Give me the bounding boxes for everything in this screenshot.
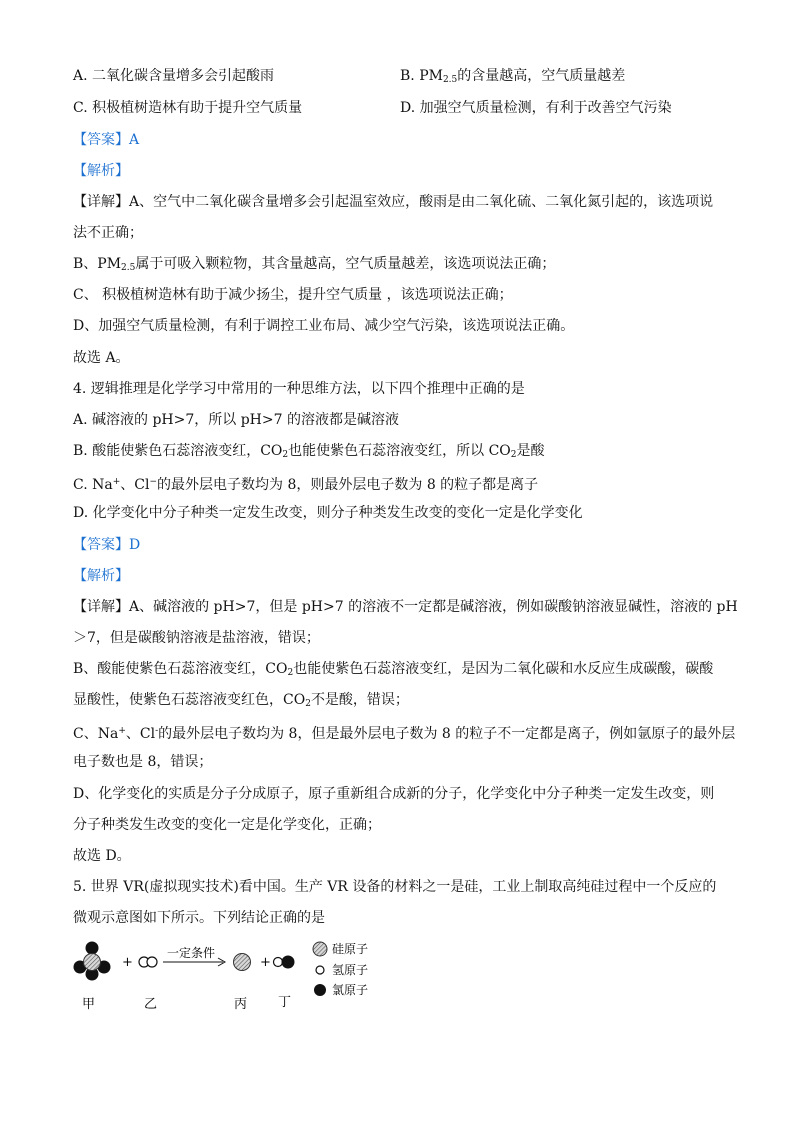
q3-option-d: D. 加强空气质量检测，有利于改善空气污染 <box>400 100 672 116</box>
q4-option-c-1: C. Na <box>73 477 113 493</box>
q4-detail-b-1: B、酸能使紫色石蕊溶液变红，CO <box>73 661 288 677</box>
q3-analysis-label: 【解析】 <box>73 163 129 179</box>
q4-option-b-1: B. 酸能使紫色石蕊溶液变红，CO <box>73 443 283 459</box>
subscript-2: 2 <box>287 668 294 678</box>
q4-option-c-2: 、Cl <box>120 477 150 493</box>
q3-answer: 【答案】A <box>73 132 140 148</box>
q5-stem-line1: 5. 世界 VR(虚拟现实技术)看中国。生产 VR 设备的材料之一是硅，工业上制取高纯硅过程中一个反应的 <box>73 879 717 895</box>
legend-chlorine-swatch <box>314 984 326 996</box>
q4-detail-c <box>73 722 735 743</box>
q4-option-b <box>73 442 545 464</box>
q4-detail-b-cont-2: 不是酸，错误； <box>310 692 409 708</box>
q3-option-b-post: 的含量越高，空气质量越差 <box>457 68 626 84</box>
q4-detail-b-cont <box>73 691 409 713</box>
chlorine-atom <box>86 942 99 955</box>
q4-detail-a: 【详解】A、碱溶液的 pH>7，但是 pH>7 的溶液不一定都是碱溶液，例如碳酸钠溶液显碱性，溶液的 pH <box>73 599 738 615</box>
legend-hydrogen-label: 氢原子 <box>332 963 369 977</box>
pm-subscript: 2.5 <box>121 263 136 273</box>
q3-detail-b <box>73 255 555 277</box>
reaction-condition: 一定条件 <box>167 946 216 960</box>
molecule-jia <box>74 942 111 981</box>
plus-sign: + <box>260 955 271 970</box>
q4-option-a: A. 碱溶液的 pH>7，所以 pH>7 的溶液都是碱溶液 <box>73 412 399 428</box>
q4-answer: 【答案】D <box>73 537 141 553</box>
q3-detail-a: 【详解】A、空气中二氧化碳含量增多会引起温室效应，酸雨是由二氧化硫、二氧化氮引起的，该选项说 <box>73 194 714 210</box>
q4-option-c <box>73 473 538 494</box>
q5-stem-line2: 微观示意图如下所示。下列结论正确的是 <box>73 910 325 926</box>
legend-hydrogen-swatch <box>316 966 324 974</box>
subscript-2: 2 <box>305 699 311 709</box>
q4-detail-c-2: 、Cl <box>125 726 156 742</box>
q3-detail-a-cont: 法不正确； <box>73 225 143 241</box>
q4-detail-b <box>73 660 713 682</box>
label-bing: 丙 <box>234 997 248 1012</box>
legend <box>313 942 368 997</box>
superscript-minus: - <box>155 726 159 736</box>
hydrogen-atom <box>147 957 157 967</box>
legend-silicon-swatch <box>313 942 327 956</box>
molecule-yi <box>139 957 157 967</box>
q4-option-d: D. 化学变化中分子种类一定发生改变，则分子种类发生改变的变化一定是化学变化 <box>73 505 583 521</box>
hydrogen-atom <box>274 958 283 967</box>
q4-detail-c-3: 的最外层电子数均为 8，但是最外层电子数为 8 的粒子不一定都是离子，例如氩原子的最外层 <box>158 726 736 742</box>
reaction-diagram <box>70 938 410 1013</box>
q3-conclusion: 故选 A。 <box>73 350 130 366</box>
q4-detail-d-cont: 分子种类发生改变的变化一定是化学变化，正确； <box>73 817 381 833</box>
plus-sign: + <box>122 955 133 970</box>
subscript-2: 2 <box>510 450 517 460</box>
q3-detail-b-pre: B、PM <box>73 256 122 272</box>
legend-silicon-label: 硅原子 <box>332 942 369 956</box>
q4-detail-d: D、化学变化的实质是分子分成原子，原子重新组合成新的分子，化学变化中分子种类一定发生改变，则 <box>73 786 715 802</box>
label-jia: 甲 <box>82 997 96 1012</box>
q3-detail-b-post: 属于可吸入颗粒物，其含量越高，空气质量越差，该选项说法正确； <box>135 256 556 272</box>
q4-option-c-3: 的最外层电子数均为 8，则最外层电子数为 8 的粒子都是离子 <box>157 477 539 493</box>
q4-option-b-3: 是酸 <box>516 443 545 459</box>
q3-detail-d: D、加强空气质量检测，有利于调控工业布局、减少空气污染，该选项说法正确。 <box>73 318 575 334</box>
q3-detail-c: C、 积极植树造林有助于减少扬尘，提升空气质量 ，该选项说法正确； <box>73 287 513 303</box>
superscript-minus: − <box>149 477 158 487</box>
subscript-2: 2 <box>282 450 289 460</box>
q4-detail-c-1: C、Na <box>73 726 119 742</box>
silicon-atom <box>84 954 101 971</box>
chlorine-atom <box>282 956 295 969</box>
q3-option-b <box>400 67 625 89</box>
superscript-plus: + <box>112 477 121 487</box>
q3-option-a: A. 二氧化碳含量增多会引起酸雨 <box>73 68 275 84</box>
q4-detail-b-cont-1: 显酸性，使紫色石蕊溶液变红色，CO <box>73 692 306 708</box>
q3-option-c: C. 积极植树造林有助于提升空气质量 <box>73 100 303 116</box>
q4-stem: 4. 逻辑推理是化学学习中常用的一种思维方法，以下四个推理中正确的是 <box>73 381 525 397</box>
legend-chlorine-label: 氯原子 <box>332 983 369 997</box>
pm-subscript: 2.5 <box>442 75 458 85</box>
molecule-ding <box>274 956 295 969</box>
q4-analysis-label: 【解析】 <box>73 568 129 584</box>
q4-conclusion: 故选 D。 <box>73 848 131 864</box>
q3-option-b-pre: B. PM <box>400 68 443 84</box>
label-ding: 丁 <box>278 995 292 1010</box>
label-yi: 乙 <box>144 997 158 1012</box>
q4-detail-c-cont: 电子数也是 8，错误； <box>73 754 213 770</box>
q4-detail-a-cont: ＞7，但是碳酸钠溶液是盐溶液，错误； <box>73 630 320 646</box>
q4-option-b-2: 也能使紫色石蕊溶液变红，所以 CO <box>288 443 511 459</box>
q4-detail-b-2: 也能使紫色石蕊溶液变红，是因为二氧化碳和水反应生成碳酸，碳酸 <box>293 661 714 677</box>
superscript-plus: + <box>118 726 126 736</box>
molecule-bing <box>234 954 251 971</box>
